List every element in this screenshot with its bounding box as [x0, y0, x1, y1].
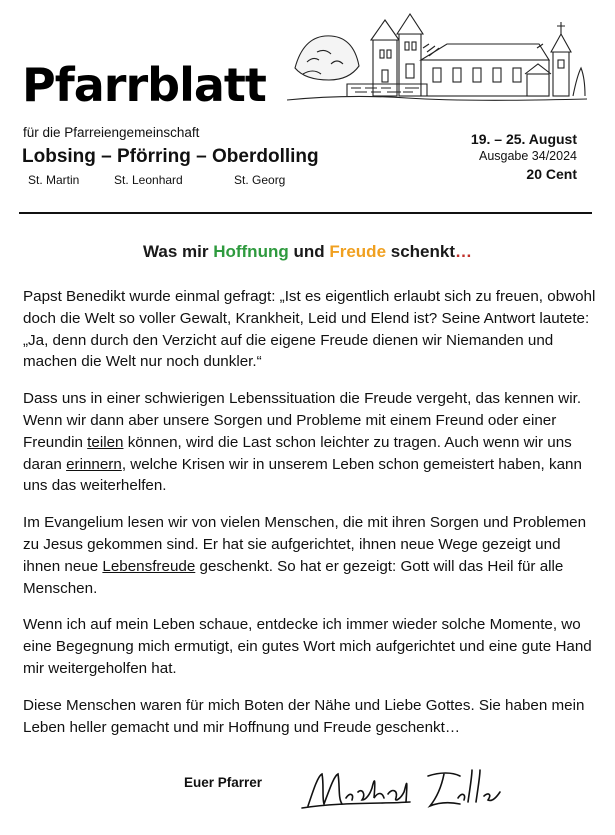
parishes-line: Lobsing – Pförring – Oberdolling	[22, 146, 319, 167]
saint-martin: St. Martin	[28, 173, 80, 187]
paragraph-3-text-a: Im Evangelium lesen wir von vielen Menschen, die mit ihren Sorgen und Problemen zu Jesus gekommen sind. Er hat sie aufgerichtet, ihnen neue Wege gezeigt und ihnen neue	[23, 514, 587, 575]
headline-part3: schenkt	[386, 242, 456, 261]
headline-joy: Freude	[329, 242, 387, 261]
price: 20 Cent	[526, 166, 577, 182]
paragraph-3-text-b: geschenkt. So hat er gezeigt: Gott will das Heil für alle Menschen.	[23, 557, 564, 597]
saint-leonhard: St. Leonhard	[114, 173, 183, 187]
underlined-erinnern: erinnern	[66, 455, 122, 473]
church-illustration	[287, 8, 587, 106]
saint-georg: St. Georg	[234, 173, 286, 187]
headline-part1: Was mir	[142, 242, 214, 261]
issue-number: Ausgabe 34/2024	[478, 149, 577, 163]
article-headline	[0, 242, 615, 262]
headline-ellipsis: …	[455, 242, 473, 261]
handwritten-signature	[300, 758, 510, 820]
header-divider	[19, 212, 592, 214]
subtitle: für die Pfarreiengemeinschaft	[23, 125, 200, 140]
paragraph-2-text-b: können, wird die Last schon leichter zu tragen. Auch wenn wir uns daran	[23, 433, 572, 473]
underlined-lebensfreude: Lebensfreude	[102, 557, 196, 575]
sign-off: Euer Pfarrer	[184, 775, 263, 790]
paragraph-1: Papst Benedikt wurde einmal gefragt: „Ist es eigentlich erlaubt sich zu freuen, obwohl doch die Welt so voller Gewalt, Krankheit, Leid und Elend ist? Seine Antwort lautete: „Ja, denn durch den Verzicht auf die eigene Freude dienen wir Niemanden und machen die Welt nur noch dunkler.“	[23, 288, 596, 371]
page-title: Pfarrblatt	[22, 58, 266, 112]
paragraph-5: Diese Menschen waren für mich Boten der Nähe und Liebe Gottes. Sie haben mein Leben heller gemacht und mir Hoffnung und Freude geschenkt…	[23, 696, 585, 736]
headline-hope: Hoffnung	[213, 242, 289, 261]
paragraph-3	[23, 512, 598, 599]
paragraph-2-text-a: Dass uns in einer schwierigen Lebenssituation die Freude vergeht, das kennen wir. Wenn wir dann aber unsere Sorgen und Probleme mit einem Freund oder einer Freundin	[23, 390, 582, 451]
date-range: 19. – 25. August	[470, 131, 577, 147]
paragraph-2-text-c: , welche Krisen wir in unserem Leben schon gemeistert haben, kann uns das weiterhelfen.	[23, 455, 582, 495]
paragraph-4: Wenn ich auf mein Leben schaue, entdecke ich immer wieder solche Momente, wo eine Begegnung mich ermutigt, ein gutes Wort mich aufgerichtet und eine gute Hand mir weitergeholfen hat.	[23, 616, 592, 677]
article-body	[23, 286, 598, 753]
underlined-teilen: teilen	[87, 433, 124, 451]
headline-part2: und	[288, 242, 330, 261]
issue-info	[471, 130, 577, 183]
paragraph-2	[23, 388, 598, 497]
